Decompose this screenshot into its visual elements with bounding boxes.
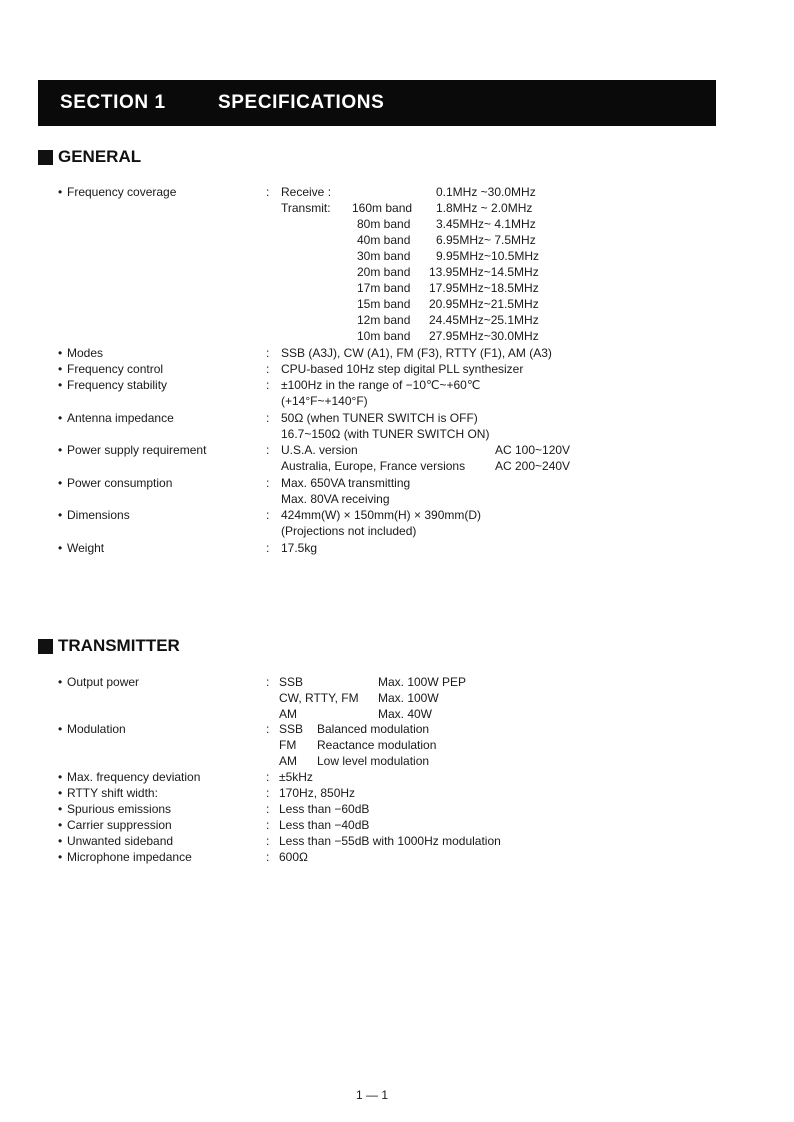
colon: : [266,346,270,360]
spec-value-power-receiving: Max. 80VA receiving [281,492,390,506]
band-name: 10m band [357,329,411,343]
colon: : [266,411,270,425]
colon: : [266,850,270,864]
band-name: 80m band [357,217,411,231]
spec-label-max-frequency-deviation: • Max. frequency deviation [58,770,201,784]
colon: : [266,786,270,800]
spec-label-microphone-impedance: • Microphone impedance [58,850,192,864]
modulation-value: Balanced modulation [317,722,430,736]
general-heading [38,147,141,167]
section-title: SPECIFICATIONS [218,92,385,113]
spec-label-output-power: • Output power [58,675,140,689]
colon: : [266,541,270,555]
spec-label-power-supply: • Power supply requirement [58,443,207,457]
modulation-value: Reactance modulation [317,738,437,752]
spec-value-frequency-stability: ±100Hz in the range of −10℃~+60℃ [281,378,481,392]
spec-label-spurious-emissions: • Spurious emissions [58,802,172,816]
spec-value-max-frequency-deviation: ±5kHz [279,770,313,784]
band-range: 27.95MHz~30.0MHz [429,329,539,343]
modulation-value: Low level modulation [317,754,430,768]
band-name: 160m band [352,201,413,215]
square-bullet-icon [38,639,53,654]
section-number: SECTION 1 [60,92,166,113]
spec-label-rtty-shift-width: • RTTY shift width: [58,786,158,800]
spec-label-frequency-coverage: • Frequency coverage [58,185,177,199]
modulation-mode: SSB [279,722,304,736]
transmit-label: Transmit: [281,201,331,215]
receive-label: Receive : [281,185,332,199]
band-name: 12m band [357,313,411,327]
spec-value-weight: 17.5kg [281,541,318,555]
spec-value-frequency-stability-fahrenheit: (+14°F~+140°F) [281,394,368,408]
band-name: 15m band [357,297,411,311]
band-name: 30m band [357,249,411,263]
transmitter-heading-text: TRANSMITTER [58,636,180,655]
spec-label-modes: • Modes [58,346,104,360]
page-number: 1 — 1 [356,1088,389,1102]
spec-label-carrier-suppression: • Carrier suppression [58,818,172,832]
receive-range: 0.1MHz ~30.0MHz [436,185,536,199]
spec-value-spurious-emissions: Less than −60dB [279,802,370,816]
output-power-value: Max. 40W [378,707,433,721]
band-range: 1.8MHz ~ 2.0MHz [436,201,533,215]
spec-label-unwanted-sideband: • Unwanted sideband [58,834,174,848]
spec-label-modulation: • Modulation [58,722,126,736]
colon: : [266,818,270,832]
band-range: 17.95MHz~18.5MHz [429,281,539,295]
colon: : [266,675,270,689]
power-supply-intl-value: AC 200~240V [495,459,571,473]
power-supply-usa-label: U.S.A. version [281,443,358,457]
band-range: 9.95MHz~10.5MHz [436,249,540,263]
spec-value-dimensions-note: (Projections not included) [281,524,417,538]
spec-value-modes: SSB (A3J), CW (A1), FM (F3), RTTY (F1), AM (A3) [281,346,552,360]
colon: : [266,722,270,736]
spec-value-frequency-control: CPU-based 10Hz step digital PLL synthesizer [281,362,524,376]
output-power-mode: AM [279,707,297,721]
output-power-value: Max. 100W PEP [378,675,467,689]
colon: : [266,378,270,392]
spec-value-dimensions: 424mm(W) × 150mm(H) × 390mm(D) [281,508,482,522]
spec-value-unwanted-sideband: Less than −55dB with 1000Hz modulation [279,834,501,848]
general-heading-text: GENERAL [58,147,142,166]
colon: : [266,476,270,490]
band-name: 20m band [357,265,411,279]
power-supply-intl-label: Australia, Europe, France versions [281,459,466,473]
spec-label-dimensions: • Dimensions [58,508,130,522]
square-bullet-icon [38,150,53,165]
colon: : [266,185,270,199]
output-power-value: Max. 100W [378,691,439,705]
power-supply-usa-value: AC 100~120V [495,443,571,457]
spec-label-power-consumption: • Power consumption [58,476,173,490]
colon: : [266,508,270,522]
colon: : [266,834,270,848]
spec-label-antenna-impedance: • Antenna impedance [58,411,174,425]
spec-label-frequency-control: • Frequency control [58,362,164,376]
band-range: 6.95MHz~ 7.5MHz [436,233,536,247]
colon: : [266,443,270,457]
modulation-mode: AM [279,754,297,768]
spec-value-power-transmitting: Max. 650VA transmitting [281,476,411,490]
output-power-mode: SSB [279,675,304,689]
spec-value-antenna-impedance-tuner: 16.7~150Ω (with TUNER SWITCH ON) [281,427,490,441]
band-range: 20.95MHz~21.5MHz [429,297,539,311]
spec-label-frequency-stability: • Frequency stability [58,378,168,392]
transmitter-heading [38,636,180,656]
spec-label-weight: • Weight [58,541,105,555]
modulation-mode: FM [279,738,297,752]
spec-value-rtty-shift-width: 170Hz, 850Hz [279,786,356,800]
band-name: 17m band [357,281,411,295]
section-header-bar [38,80,716,126]
spec-value-antenna-impedance: 50Ω (when TUNER SWITCH is OFF) [281,411,478,425]
spec-value-microphone-impedance: 600Ω [279,850,308,864]
band-range: 3.45MHz~ 4.1MHz [436,217,536,231]
output-power-mode: CW, RTTY, FM [279,691,359,705]
band-range: 13.95MHz~14.5MHz [429,265,539,279]
spec-value-carrier-suppression: Less than −40dB [279,818,370,832]
colon: : [266,362,270,376]
colon: : [266,770,270,784]
band-range: 24.45MHz~25.1MHz [429,313,539,327]
colon: : [266,802,270,816]
band-name: 40m band [357,233,411,247]
